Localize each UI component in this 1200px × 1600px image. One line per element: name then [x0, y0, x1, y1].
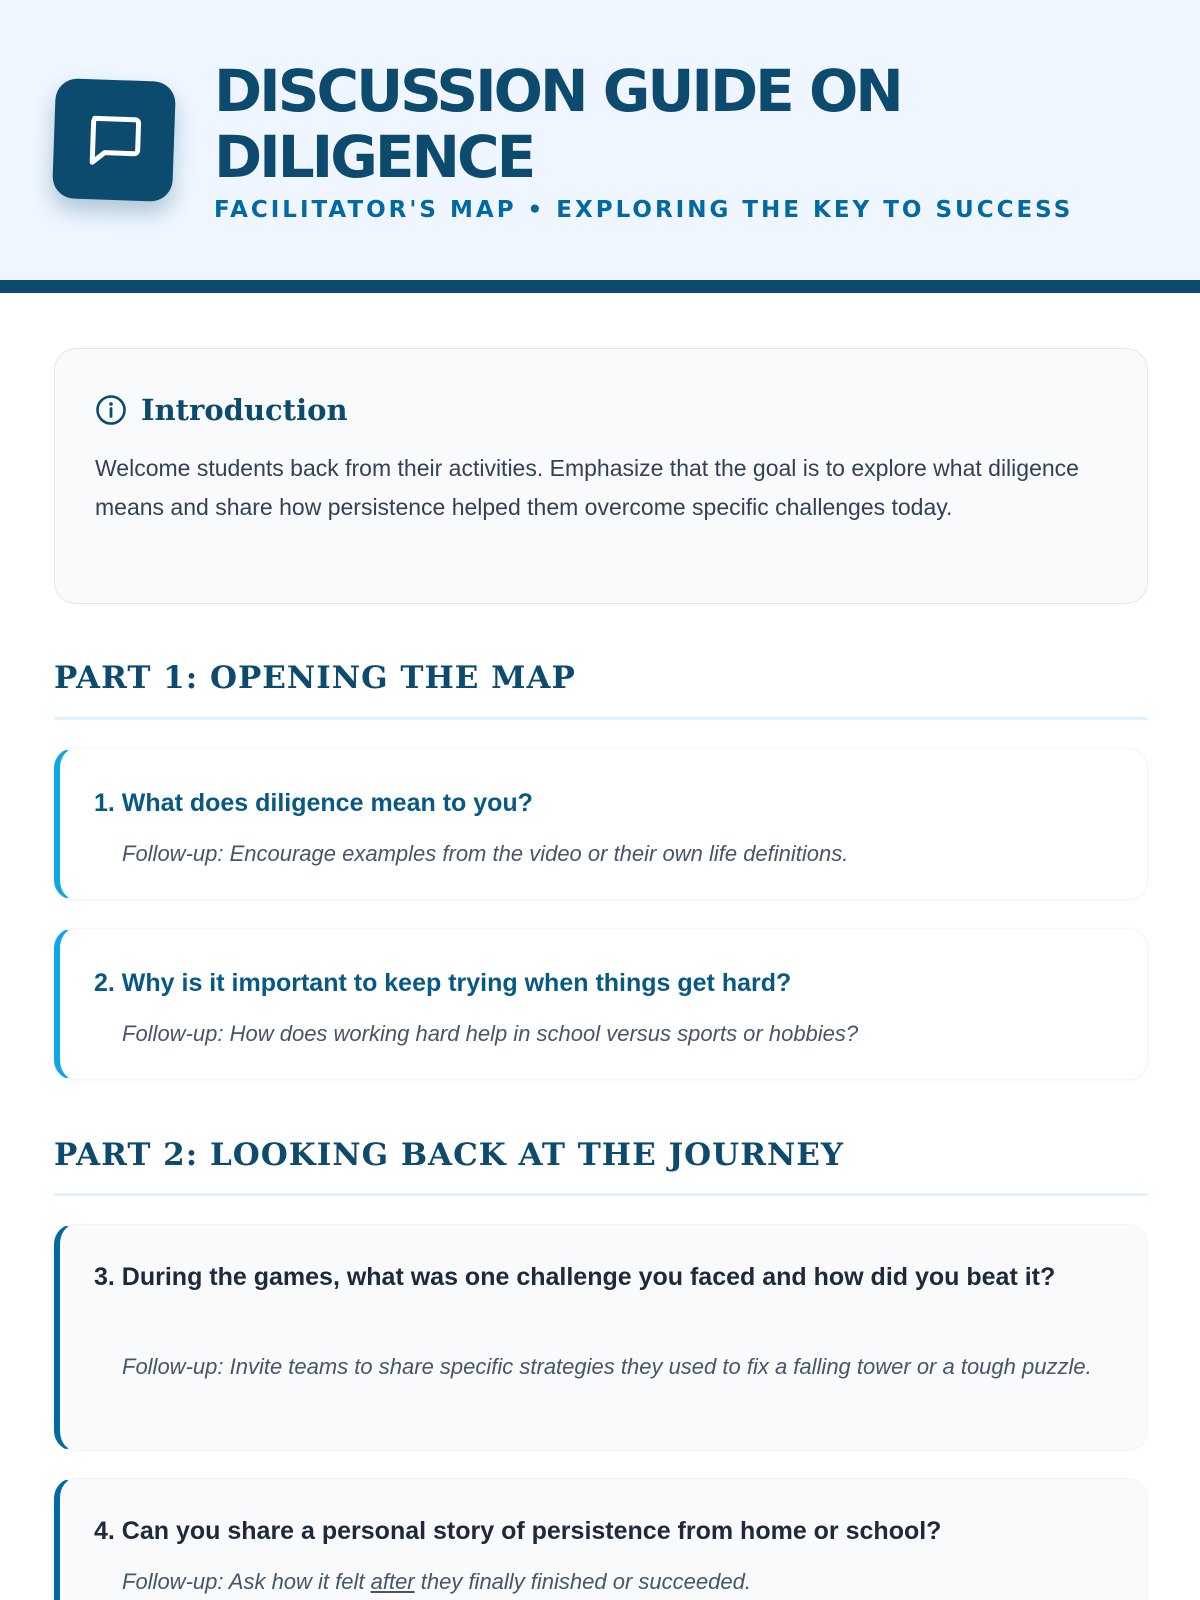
page-title: DISCUSSION GUIDE ON DILIGENCE: [214, 57, 901, 191]
followup-text: Follow-up: Encourage examples from the video or their own life definitions.: [122, 841, 849, 866]
question-text: 2. Why is it important to keep trying when things get hard?: [94, 969, 792, 997]
page-subtitle: FACILITATOR'S MAP • EXPLORING THE KEY TO SUCCESS: [214, 197, 1074, 223]
question-card-2: [54, 928, 1148, 1080]
question-card-4: [54, 1478, 1148, 1600]
question-card-1: [54, 748, 1148, 900]
question-text: 1. What does diligence mean to you?: [94, 789, 533, 817]
introduction-text: Welcome students back from their activities. Emphasize that the goal is to explore what diligence means and share how persistence helped them overcome specific challenges today.: [95, 455, 1079, 520]
followup-text: Follow-up: Invite teams to share specific strategies they used to fix a falling tower or a tough puzzle.: [122, 1354, 1092, 1379]
section-title-part-2: PART 2: LOOKING BACK AT THE JOURNEY: [54, 1137, 845, 1173]
followup-text: [122, 1565, 1112, 1598]
section-divider: [54, 1193, 1148, 1196]
chat-bubble-icon: [80, 106, 148, 174]
question-text: 3. During the games, what was one challenge you faced and how did you beat it?: [94, 1263, 1056, 1291]
logo-badge: [52, 78, 176, 202]
header-divider: [0, 280, 1200, 293]
question-text: 4. Can you share a personal story of persistence from home or school?: [94, 1517, 942, 1545]
followup-text-start: Follow-up: Ask how it felt: [122, 1569, 371, 1594]
followup-emphasis: after: [370, 1569, 415, 1594]
followup-text: Follow-up: How does working hard help in school versus sports or hobbies?: [122, 1021, 859, 1046]
section-title-part-1: PART 1: OPENING THE MAP: [54, 660, 576, 696]
question-card-3: [54, 1224, 1148, 1451]
introduction-heading: [95, 393, 348, 427]
introduction-title: Introduction: [141, 393, 348, 427]
info-icon: [95, 394, 127, 426]
introduction-card: [54, 348, 1148, 604]
section-divider: [54, 717, 1148, 720]
followup-text-end: they finally finished or succeeded.: [414, 1569, 751, 1594]
